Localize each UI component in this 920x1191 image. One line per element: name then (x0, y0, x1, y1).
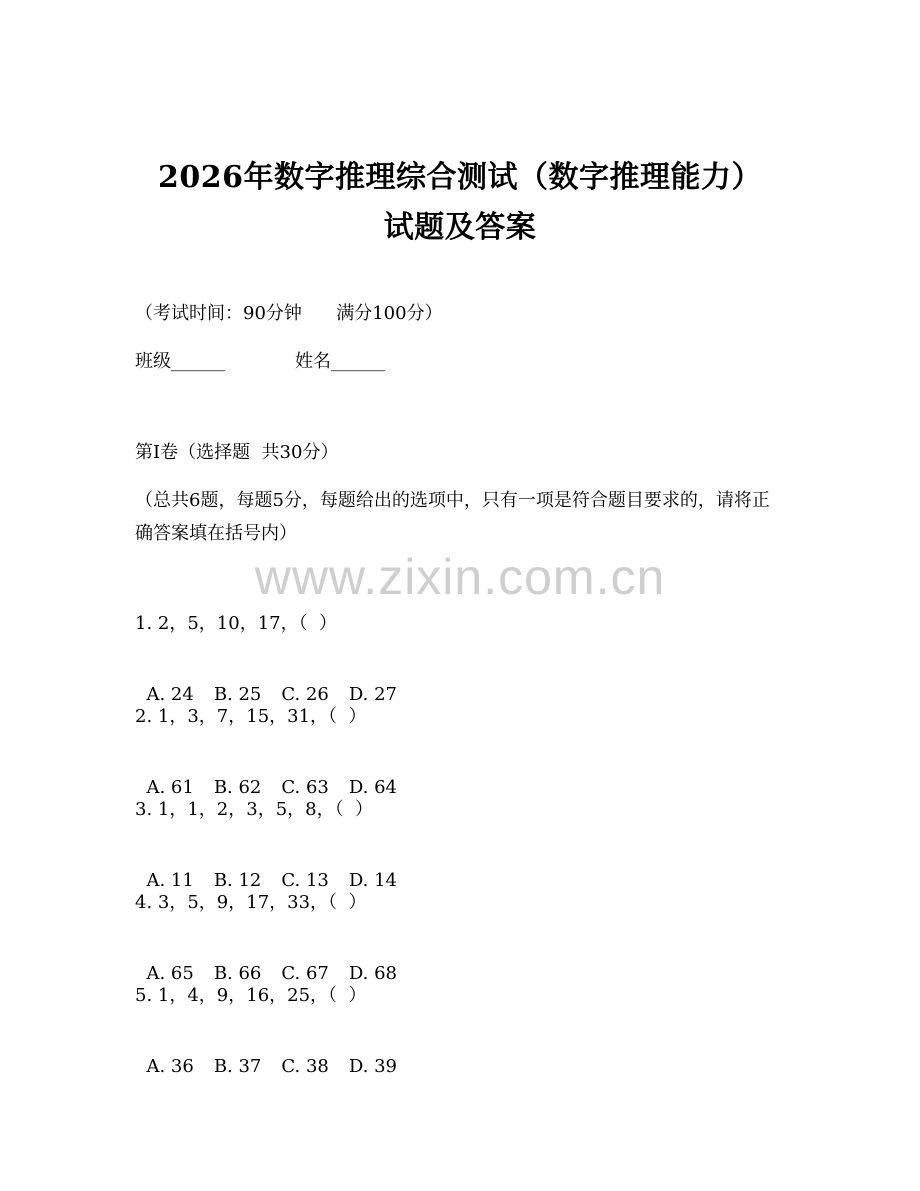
question-5-options (135, 1031, 417, 1079)
option-a: A. 65 (146, 963, 194, 984)
class-label: 班级______ (135, 351, 225, 372)
option-a: A. 24 (146, 684, 194, 705)
document-title-line-1: 2026年数字推理综合测试（数字推理能力） (158, 160, 762, 195)
watermark: www.zixin.com.cn (254, 549, 666, 605)
question-3-options (135, 845, 417, 893)
option-c: C. 67 (281, 963, 329, 984)
option-c: C. 13 (281, 870, 329, 891)
option-a: A. 36 (146, 1056, 194, 1077)
question-1-stem: 1. 2，5，10，17，（ ） (135, 613, 338, 634)
option-a: A. 11 (146, 870, 194, 891)
option-b: B. 37 (213, 1056, 262, 1077)
option-b: B. 66 (213, 963, 262, 984)
question-2-stem: 2. 1，3，7，15，31，（ ） (135, 706, 367, 727)
option-c: C. 26 (281, 684, 329, 705)
question-1-options (135, 659, 417, 707)
option-c: C. 63 (281, 777, 329, 798)
option-b: B. 12 (213, 870, 262, 891)
option-d: D. 68 (348, 963, 398, 984)
section-heading: 第Ⅰ卷（选择题 共30分） (135, 442, 339, 463)
option-a: A. 61 (146, 777, 194, 798)
option-b: B. 25 (213, 684, 262, 705)
option-d: D. 27 (348, 684, 398, 705)
option-d: D. 64 (348, 777, 398, 798)
option-d: D. 14 (348, 870, 398, 891)
question-2-options (135, 752, 417, 800)
option-c: C. 38 (281, 1056, 329, 1077)
document-title-line-2: 试题及答案 (383, 210, 537, 245)
option-d: D. 39 (348, 1056, 398, 1077)
question-3-stem: 3. 1，1，2，3，5，8，（ ） (135, 799, 374, 820)
question-5-stem: 5. 1，4，9，16，25，（ ） (135, 985, 367, 1006)
question-4-options (135, 938, 417, 986)
section-instructions: （总共6题，每题5分，每题给出的选项中，只有一项是符合题目要求的，请将正确答案填在括号内） (135, 490, 770, 544)
exam-info: （考试时间：90分钟 满分100分） (135, 303, 443, 324)
name-label: 姓名______ (295, 351, 385, 372)
option-b: B. 62 (213, 777, 262, 798)
question-4-stem: 4. 3，5，9，17，33，（ ） (135, 892, 367, 913)
